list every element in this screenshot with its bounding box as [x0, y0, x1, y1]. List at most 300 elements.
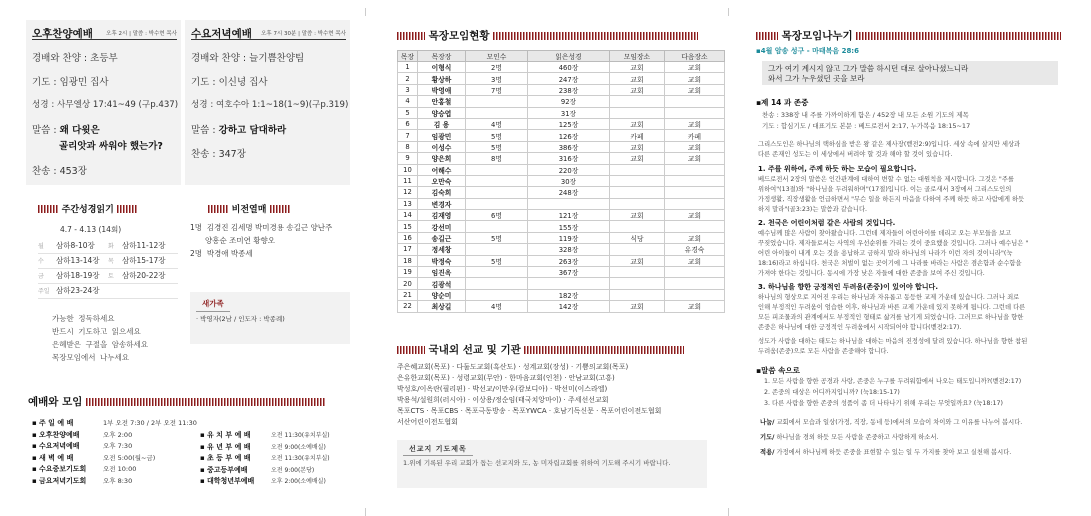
- hatch-bar: [397, 346, 425, 354]
- table-cell: [665, 198, 725, 209]
- mokjang-heading: [397, 28, 698, 43]
- table-row: [398, 210, 725, 221]
- meeting-time: 오후 2:00(소예배실): [270, 478, 326, 485]
- meeting-bullet: ▪: [32, 442, 39, 450]
- leader-cell: 김재영: [418, 210, 466, 221]
- meeting-time: 오전 5:00(월~금): [102, 453, 156, 462]
- table-cell: 교회: [665, 141, 725, 152]
- guideline-line: 반드시 기도하고 읽으세요: [52, 327, 141, 336]
- reading-text: 삼하13-14장: [56, 256, 100, 265]
- table-cell: [466, 175, 528, 186]
- table-cell: 교회: [610, 73, 665, 84]
- table-cell: 6: [398, 118, 418, 129]
- vision-count: 1명: [190, 223, 203, 232]
- vision-heading: [208, 202, 290, 215]
- paragraph-line: 모든 피조물과의 관계에서도 부정적인 형태로 삶겨를 남기게 되었습니다. 그러므로 하나님을 향한: [758, 314, 1024, 321]
- meeting-name: 수요저녁예배: [38, 442, 80, 450]
- sermon-label: 말씀 :: [191, 125, 219, 136]
- meeting-row: [200, 442, 326, 452]
- hatch-bar: [86, 398, 326, 406]
- table-cell: 125장: [528, 118, 610, 129]
- paragraph-line: 성도가 사람을 대하는 태도는 하나님을 대하는 마음의 진정성에 달려 있습니다. 하나님을 향한 참된: [758, 338, 1028, 345]
- table-cell: 3명: [466, 73, 528, 84]
- table-cell: [610, 278, 665, 289]
- worship-title: 수요저녁예배: [191, 28, 252, 40]
- table-cell: 126장: [528, 130, 610, 141]
- table-cell: 247장: [528, 73, 610, 84]
- paragraph-line: 하지 말라"(골3:23)는 말씀과 같습니다.: [758, 206, 868, 213]
- table-cell: [466, 107, 528, 118]
- bible-reading-period: 4.7 - 4.13 (14회): [60, 225, 122, 234]
- paragraph-line: 꾸짖었습니다. 제자들로서는 사역의 우선순위를 가리는 것이 중요했을 것입니다. 그러나 예수님은 ": [758, 240, 1029, 247]
- wednesday-worship-box: [185, 20, 350, 185]
- worship-line: 기도 : 임광민 집사: [32, 77, 109, 88]
- table-cell: 교회: [610, 210, 665, 221]
- meeting-name: 대학청년부예배: [206, 477, 255, 485]
- paragraph-line: 어린 아이들이 내게 오는 것을 용납하고 금하지 말라 하나님의 나라가 이런 자의 것이니라"(눅: [758, 250, 1013, 257]
- table-cell: 6명: [466, 210, 528, 221]
- lesson-prayer: 기도 : 합심기도 / 대표기도 본문 : 베드로전서 2:17, 누가복음 18:15~17: [762, 122, 971, 130]
- meeting-row: [200, 430, 330, 440]
- sermon-label: 말씀 :: [32, 125, 60, 136]
- reading-text: 삼하11-12장: [122, 241, 166, 250]
- meeting-row: [32, 418, 197, 428]
- table-cell: [466, 278, 528, 289]
- meeting-bullet: ▪: [32, 419, 39, 427]
- table-cell: 11: [398, 175, 418, 186]
- column-header: 읽은성경: [528, 51, 610, 62]
- reading-day: 토: [108, 273, 114, 280]
- sermon-title: 강하고 담대하라: [218, 125, 287, 136]
- table-cell: 10: [398, 164, 418, 175]
- table-cell: [665, 221, 725, 232]
- leader-cell: 김광석: [418, 278, 466, 289]
- table-cell: 328장: [528, 244, 610, 255]
- table-cell: 교회: [610, 255, 665, 266]
- table-cell: [528, 198, 610, 209]
- table-cell: 14: [398, 210, 418, 221]
- meeting-row: [200, 476, 326, 486]
- table-cell: [610, 107, 665, 118]
- table-cell: 121장: [528, 210, 610, 221]
- reading-text: 삼하8-10장: [56, 241, 95, 250]
- table-row: [398, 118, 725, 129]
- paragraph-line: 베드로전서 2장의 말씀은 인간관계에 대하여 변할 수 없는 대원칙을 제시합니다. 그것은 "주를: [758, 176, 1014, 183]
- worship-line: 경배와 찬양 : 초등부: [32, 53, 118, 64]
- table-cell: 9: [398, 153, 418, 164]
- lesson-title: ▪제 14 과 존중: [756, 98, 809, 107]
- worship-sermon: [191, 122, 286, 136]
- table-cell: 248장: [528, 187, 610, 198]
- application-tag: 기도/: [760, 434, 775, 441]
- reading-text: 삼하23-24장: [56, 286, 100, 295]
- application-text: 가정에서 하나님께 하듯 존중을 표현할 수 있는 일 두 가지를 찾아 보고 실천해 봅시다.: [774, 449, 1012, 456]
- table-cell: [665, 187, 725, 198]
- application-line: [760, 433, 938, 443]
- leader-cell: 이형식: [418, 62, 466, 73]
- leader-cell: 양순미: [418, 289, 466, 300]
- table-row: [398, 255, 725, 266]
- table-cell: [466, 267, 528, 278]
- table-cell: 교회: [665, 62, 725, 73]
- leader-cell: 박정숙: [418, 255, 466, 266]
- table-cell: [610, 96, 665, 107]
- paragraph-title: 2. 천국은 어린이처럼 같은 사람의 것입니다.: [758, 219, 896, 227]
- verse-ref-text: 4월 암송 성구 - 마태복음 28:6: [760, 47, 859, 55]
- meeting-name: 새 벽 예 배: [38, 453, 74, 462]
- table-row: [398, 301, 725, 312]
- table-cell: [466, 96, 528, 107]
- middle-column: [365, 0, 728, 516]
- table-cell: 30장: [528, 175, 610, 186]
- table-cell: [466, 198, 528, 209]
- hatch-bar: [208, 205, 228, 213]
- table-cell: [466, 244, 528, 255]
- leader-cell: 박영애: [418, 84, 466, 95]
- paragraph-line: 인해 부정적인 두려움이 엄습한 이후, 하나님과 바른 교제 가운데 있지 못하게 됩니다. 그런데 다른: [758, 304, 1026, 311]
- reading-day: 화: [108, 243, 114, 250]
- leader-cell: 최상길: [418, 301, 466, 312]
- sunday-afternoon-worship-box: [26, 20, 181, 185]
- hatch-bar: [397, 32, 425, 40]
- table-cell: 13: [398, 198, 418, 209]
- meeting-name: 주 일 예 배: [38, 419, 74, 427]
- leader-cell: 어해수: [418, 164, 466, 175]
- meeting-bullet: ▪: [200, 465, 207, 474]
- bible-reading-heading: [38, 202, 137, 215]
- prayer-body: 1.위에 기록된 우리 교회가 돕는 선교지와 도, 농 미자립교회를 위하여 기도해 주시기 바랍니다.: [403, 459, 671, 467]
- table-row: [398, 141, 725, 152]
- reading-row: [38, 240, 178, 254]
- guideline-line: 가능한 정독하세요: [52, 314, 115, 323]
- table-cell: [466, 187, 528, 198]
- sharing-title: 목장모임나누기: [781, 30, 853, 42]
- table-cell: 교회: [610, 84, 665, 95]
- meetings-heading: [28, 394, 326, 409]
- table-cell: 238장: [528, 84, 610, 95]
- meeting-name: 수요중보기도회: [38, 465, 87, 473]
- mission-line: 박성호/이옥란(필리핀) · 박선교/이만우(캄보디아) · 박선미(이스라엘): [397, 385, 608, 393]
- column-header: 목장: [398, 51, 418, 62]
- table-cell: 12: [398, 187, 418, 198]
- meeting-row: [32, 453, 155, 463]
- table-cell: 263장: [528, 255, 610, 266]
- bible-reading-title: 주간성경읽기: [61, 205, 114, 215]
- meeting-time: 오후 8:30: [102, 476, 133, 485]
- application-text: 교회에서 모습과 일상(가정, 직장, 동네 등)에서의 모습이 차이와 그 이유를 나누어 봅시다.: [774, 419, 1023, 426]
- vision-title: 비전열매: [231, 205, 267, 215]
- table-row: [398, 244, 725, 255]
- table-cell: 386장: [528, 141, 610, 152]
- table-cell: 5명: [466, 141, 528, 152]
- table-cell: [466, 221, 528, 232]
- table-row: [398, 278, 725, 289]
- meeting-time: 오전 9:00(소예배실): [270, 443, 326, 451]
- meeting-time: 오전 9:00(본당): [270, 466, 315, 474]
- hatch-bar: [117, 205, 137, 213]
- table-cell: 2: [398, 73, 418, 84]
- table-cell: 15: [398, 221, 418, 232]
- vision-count: 2명: [190, 249, 203, 258]
- leader-cell: 이성수: [418, 141, 466, 152]
- reading-day: 주일: [38, 288, 50, 295]
- mission-line: 서산어린이전도협회: [397, 418, 458, 426]
- leader-cell: 김숙희: [418, 187, 466, 198]
- table-row: [398, 289, 725, 300]
- meeting-name: 초 등 부 예 배: [206, 454, 251, 462]
- worship-title: 오후찬양예배: [32, 28, 93, 40]
- meeting-row: [32, 430, 132, 440]
- column-header: 목장장: [418, 51, 466, 62]
- table-cell: 142장: [528, 301, 610, 312]
- table-cell: 카페: [610, 130, 665, 141]
- table-cell: 교회: [665, 210, 725, 221]
- leader-cell: 양은희: [418, 153, 466, 164]
- table-cell: 교회: [665, 73, 725, 84]
- meetings-title: 예배와 모임: [28, 396, 83, 408]
- table-cell: 367장: [528, 267, 610, 278]
- table-cell: 17: [398, 244, 418, 255]
- meeting-bullet: ▪: [32, 453, 39, 462]
- meeting-name: 유 치 부 예 배: [206, 431, 251, 439]
- sermon-title: 왜 다윗은: [59, 125, 100, 136]
- column-header: 모인수: [466, 51, 528, 62]
- reading-text: 삼하15-17장: [122, 256, 166, 265]
- table-row: [398, 187, 725, 198]
- worship-line: 찬송 : 453장: [32, 166, 87, 177]
- leader-cell: 임광민: [418, 130, 466, 141]
- table-cell: 4명: [466, 301, 528, 312]
- hatch-bar: [493, 32, 698, 40]
- table-cell: 교회: [610, 153, 665, 164]
- table-cell: [610, 198, 665, 209]
- table-cell: 유경숙: [665, 244, 725, 255]
- meeting-bullet: ▪: [32, 465, 39, 473]
- table-cell: [665, 267, 725, 278]
- table-cell: 교회: [610, 62, 665, 73]
- reading-day: 수: [38, 258, 44, 265]
- paragraph-line: 18:16)라고 하십니다. 천국은 처벌이 없는 곳이기에 그 나라를 바라는 사람은 겸손함과 순수함을: [758, 260, 1022, 267]
- table-cell: [665, 175, 725, 186]
- table-cell: [528, 278, 610, 289]
- paragraph-line: 가정생활, 직장생활을 언급하면서 "무슨 일을 하든지 마음을 다하여 주께 하듯 하고 사람에게 하듯: [758, 196, 1025, 203]
- table-row: [398, 130, 725, 141]
- paragraph-title: 3. 하나님을 향한 긍정적인 두려움(존중)이 있어야 합니다.: [758, 283, 938, 291]
- paragraph-line: 다른 존재인 성도는 이 세상에서 버려야 할 것과 해야 할 것이 있습니다.: [758, 151, 953, 158]
- lesson-title-text: 제 14 과 존중: [761, 98, 809, 107]
- mokjang-title: 목장모임현황: [428, 30, 490, 42]
- table-cell: 21: [398, 289, 418, 300]
- paragraph-line: 하나님의 형상으로 지어진 우리는 하나님과 자유롭고 동등한 교제 가운데 있습니다. 그러나 죄로: [758, 294, 1020, 301]
- table-row: [398, 221, 725, 232]
- meeting-row: [200, 465, 314, 475]
- worship-subtitle: 오후 7시 30분 | 말씀 : 박수현 목사: [261, 31, 346, 37]
- table-cell: 교회: [610, 118, 665, 129]
- table-cell: 220장: [528, 164, 610, 175]
- meeting-row: [32, 464, 136, 474]
- hatch-bar: [270, 205, 290, 213]
- reading-row: [38, 255, 178, 269]
- application-line: [760, 418, 1022, 428]
- meeting-time: 오전 10:00: [102, 465, 137, 473]
- guideline-line: 목장모임에서 나누세요: [52, 353, 129, 362]
- table-cell: 교회: [665, 84, 725, 95]
- table-row: [398, 96, 725, 107]
- mission-line: 목포CTS · 목포CBS · 목포극동방송 · 목포YWCA · 호남기독신문 · 목포어린이전도협회: [397, 407, 662, 415]
- new-family-body: · 박영자(2남 / 인도자 : 박종례): [196, 315, 285, 323]
- table-cell: 19: [398, 267, 418, 278]
- mission-line: 은유한교회(목포) · 성령교회(무안) · 한마음교회(인천) · 안남교회(고흥): [397, 374, 615, 382]
- meeting-bullet: ▪: [200, 477, 207, 485]
- table-header-row: [398, 51, 725, 62]
- table-cell: [610, 187, 665, 198]
- table-row: [398, 198, 725, 209]
- application-line: [760, 448, 1011, 458]
- table-cell: 18: [398, 255, 418, 266]
- table-row: [398, 175, 725, 186]
- table-cell: 16: [398, 232, 418, 243]
- table-cell: [610, 164, 665, 175]
- paragraph-line: 예수님께 많은 사람이 찾아왔습니다. 그런데 제자들이 어린아이를 데리고 오는 부모들을 보고: [758, 230, 1012, 237]
- table-cell: 식당: [610, 232, 665, 243]
- table-cell: 5명: [466, 232, 528, 243]
- table-cell: 교회: [665, 118, 725, 129]
- table-cell: 20: [398, 278, 418, 289]
- table-cell: 182장: [528, 289, 610, 300]
- meeting-time: 오후 2:00: [102, 430, 133, 439]
- table-row: [398, 73, 725, 84]
- hatch-bar: [756, 32, 778, 40]
- worship-subtitle: 오후 2시 | 말씀 : 박수현 목사: [106, 31, 177, 37]
- table-cell: [610, 289, 665, 300]
- new-family-box: [190, 292, 350, 344]
- mission-line: 박용석/설원희(러시아) · 이상용/정순임(태국치앙마이) · 주세선선교회: [397, 396, 609, 404]
- table-cell: 119장: [528, 232, 610, 243]
- guideline-line: 은혜받은 구절을 암송하세요: [52, 340, 148, 349]
- worship-sermon: [32, 122, 100, 136]
- leader-cell: 강선미: [418, 221, 466, 232]
- hatch-bar: [38, 205, 58, 213]
- reading-day: 월: [38, 243, 44, 250]
- meeting-bullet: ▪: [200, 442, 207, 451]
- vision-names: 박경애 박종세: [206, 249, 253, 258]
- meeting-name: 유 년 부 예 배: [206, 442, 251, 451]
- leader-cell: 송길근: [418, 232, 466, 243]
- left-column: [0, 0, 365, 516]
- table-row: [398, 164, 725, 175]
- new-family-title: 새가족: [196, 298, 230, 312]
- vision-row: [190, 248, 253, 259]
- reading-row: [38, 270, 178, 284]
- worship-line: 찬송 : 347장: [191, 149, 246, 160]
- meeting-bullet: ▪: [32, 476, 39, 485]
- meeting-name: 오후찬양예배: [38, 430, 80, 439]
- worship-line: 경배와 찬양 : 늘기쁨찬양팀: [191, 53, 305, 64]
- meeting-name: 중고등부예배: [206, 465, 248, 474]
- worship-line: 성경 : 여호수아 1:1~18(1~9)(구p.319): [191, 100, 349, 110]
- paragraph-line: 가져야 한다는 것입니다. 동시에 가장 낮은 자들에 대한 존중을 보여 주신 것입니다.: [758, 270, 985, 277]
- table-cell: [665, 289, 725, 300]
- worship-header: [191, 26, 346, 40]
- hatch-bar: [524, 346, 684, 354]
- table-row: [398, 62, 725, 73]
- sermon-title-cont: [59, 138, 163, 152]
- paragraph-line: 위하여"(13절)와 "하나님을 두려워하며"(17절)입니다. 이는 골로새서 3장에서 그리스도인의: [758, 186, 1012, 193]
- hatch-bar: [856, 32, 1061, 40]
- table-cell: 31장: [528, 107, 610, 118]
- meeting-bullet: ▪: [32, 430, 39, 439]
- prayer-box: [397, 440, 707, 488]
- table-cell: [610, 221, 665, 232]
- paragraph-title: 1. 주를 위하여, 주께 하듯 하는 모습이 필요합니다.: [758, 165, 917, 173]
- question-line: 1. 모든 사람을 향한 공경과 사랑, 존중은 누구를 두려워함에서 나오는 태도입니까?(벧전2:17): [764, 378, 1022, 385]
- missions-title: 국내외 선교 및 기관: [428, 344, 521, 356]
- table-row: [398, 267, 725, 278]
- table-cell: [610, 244, 665, 255]
- verse-reference: ▪4월 암송 성구 - 마태복음 28:6: [756, 47, 859, 55]
- table-cell: 카페: [665, 130, 725, 141]
- paragraph-line: 그리스도인은 하나님의 택하심을 받은 왕 같은 제사장(벧전2:9)입니다. 세상 속에 살지만 세상과: [758, 141, 1021, 148]
- verse-line: 와서 그가 누우셨던 곳을 보라: [768, 74, 865, 83]
- table-cell: 교회: [665, 255, 725, 266]
- question-line: 2. 존중의 대상은 어디까지입니까? (눅18:15-17): [764, 389, 900, 396]
- table-cell: 155장: [528, 221, 610, 232]
- table-cell: [665, 164, 725, 175]
- application-text: 하나님을 경외 하듯 모든 사람을 존중하고 사랑하게 하소서.: [774, 434, 939, 441]
- verse-box: [762, 61, 1058, 85]
- meeting-time: 오전 11:30(유치부실): [270, 455, 330, 462]
- right-column: [728, 0, 1091, 516]
- leader-cell: 정세창: [418, 244, 466, 255]
- sermon-title-line2: 골리앗과 싸워야 했는가?: [59, 141, 163, 152]
- table-cell: 5: [398, 107, 418, 118]
- leader-cell: 안홍철: [418, 96, 466, 107]
- table-cell: [665, 278, 725, 289]
- verse-line: 그가 여기 계시지 않고 그가 말씀 하시던 대로 살아나셨느니라: [768, 64, 969, 73]
- table-row: [398, 107, 725, 118]
- meeting-bullet: ▪: [200, 431, 207, 439]
- meeting-time: 오후 7:30: [102, 442, 133, 450]
- missions-heading: [397, 342, 684, 357]
- worship-header: [32, 26, 177, 40]
- vision-row: [190, 222, 332, 233]
- meeting-time: 1부 오전 7:30 / 2부 오전 11:30: [102, 419, 197, 427]
- vision-names: 김경진 김세명 박미경용 송길근 양난주: [206, 223, 333, 232]
- meeting-row: [32, 476, 132, 486]
- table-cell: [610, 175, 665, 186]
- leader-cell: 황상하: [418, 73, 466, 84]
- reading-text: 삼하18-19장: [56, 271, 100, 280]
- table-cell: [610, 267, 665, 278]
- table-cell: 460장: [528, 62, 610, 73]
- table-row: [398, 153, 725, 164]
- table-cell: 5명: [466, 130, 528, 141]
- paragraph-line: 두려움(존중)으로 모든 사람을 존중해야 합니다.: [758, 348, 889, 355]
- table-cell: 3: [398, 84, 418, 95]
- table-row: [398, 84, 725, 95]
- meeting-name: 금요저녁기도회: [38, 476, 87, 485]
- table-cell: [466, 164, 528, 175]
- table-cell: 1: [398, 62, 418, 73]
- table-cell: 교회: [665, 153, 725, 164]
- application-tag: 적용/: [760, 449, 775, 456]
- meeting-bullet: ▪: [200, 454, 207, 462]
- meeting-row: [32, 441, 132, 451]
- table-cell: 8명: [466, 153, 528, 164]
- table-cell: [665, 96, 725, 107]
- table-cell: [466, 289, 528, 300]
- mission-line: 주은혜교회(목포) · 다둘도교회(흑산도) · 성계교회(장성) · 기쁨의교회(목포): [397, 363, 629, 371]
